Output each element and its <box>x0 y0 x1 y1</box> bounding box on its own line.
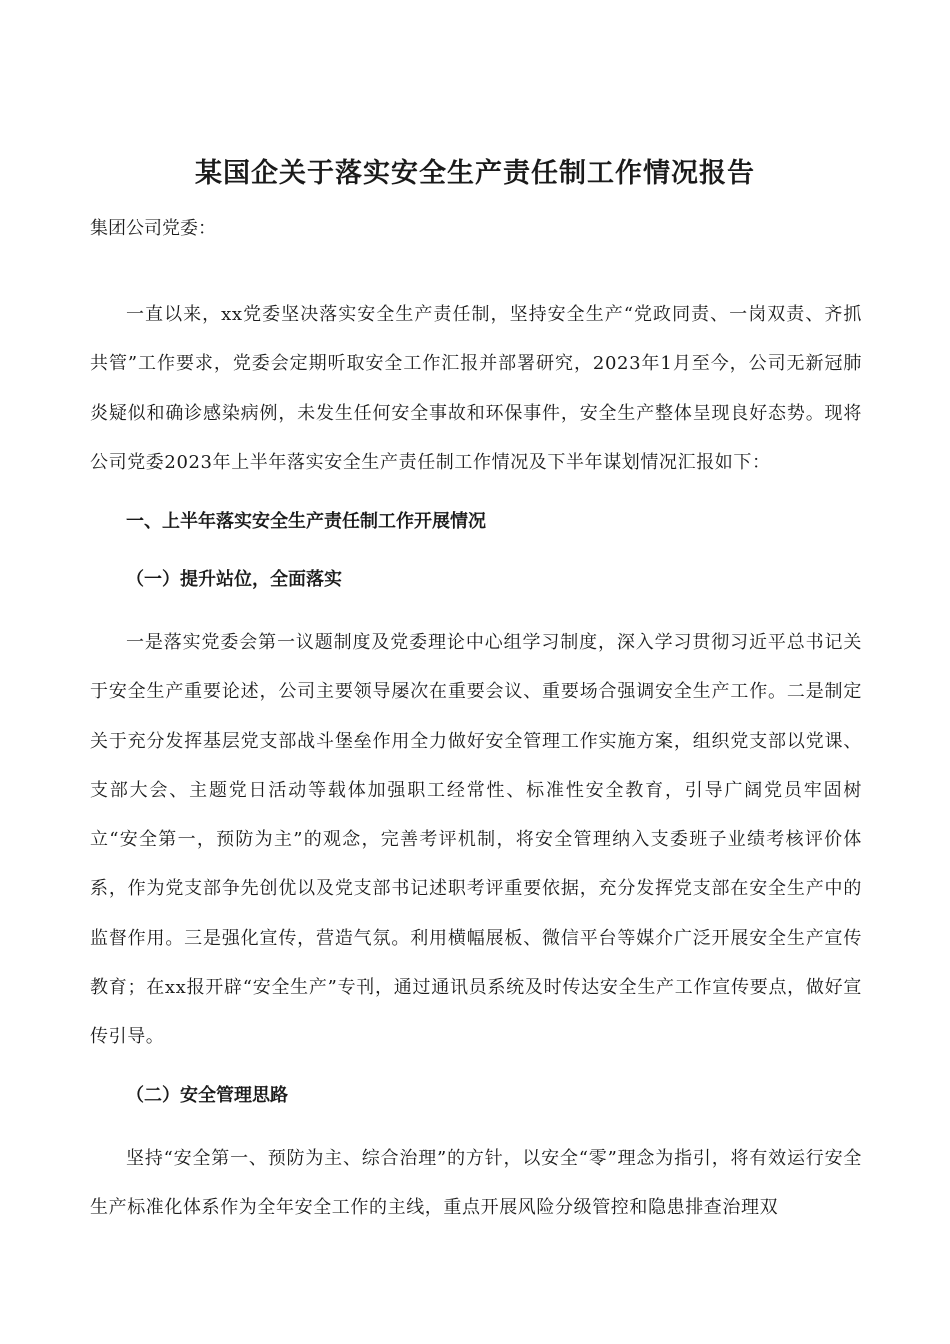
subsection-1-paragraph: 一是落实党委会第一议题制度及党委理论中心组学习制度，深入学习贯彻习近平总书记关于安全生产重要论述，公司主要领导屡次在重要会议、重要场合强调安全生产工作。二是制定关于充分发挥基层党支部战斗堡垒作用全力做好安全管理工作实施方案，组织党支部以党课、支部大会、主题党日活动等载体加强职工经常性、标准性安全教育，引导广阔党员牢固树立“安全第一，预防为主”的观念，完善考评机制，将安全管理纳入支委班子业绩考核评价体系，作为党支部争先创优以及党支部书记述职考评重要依据，充分发挥党支部在安全生产中的监督作用。三是强化宣传，营造气氛。利用横幅展板、微信平台等媒介广泛开展安全生产宣传教育；在xx报开辟“安全生产”专刊，通过通讯员系统及时传达安全生产工作宣传要点，做好宣传引导。 <box>90 632 862 1048</box>
salutation: 集团公司党委： <box>90 218 216 239</box>
subsection-2-heading: （二）安全管理思路 <box>126 1085 288 1106</box>
section-1-heading: 一、上半年落实安全生产责任制工作开展情况 <box>126 511 486 532</box>
subsection-1-heading: （一）提升站位，全面落实 <box>126 569 342 590</box>
intro-paragraph: 一直以来，xx党委坚决落实安全生产责任制，坚持安全生产“党政同责、一岗双责、齐抓共管”工作要求，党委会定期听取安全工作汇报并部署研究，2023年1月至今，公司无新冠肺炎疑似和确诊感染病例，未发生任何安全事故和环保事件，安全生产整体呈现良好态势。现将公司党委2023年上半年落实安全生产责任制工作情况及下半年谋划情况汇报如下： <box>90 304 862 473</box>
subsection-2-paragraph: 坚持“安全第一、预防为主、综合治理”的方针，以安全“零”理念为指引，将有效运行安全生产标准化体系作为全年安全工作的主线，重点开展风险分级管控和隐患排查治理双 <box>90 1148 862 1219</box>
document-title: 某国企关于落实安全生产责任制工作情况报告 <box>195 158 755 189</box>
